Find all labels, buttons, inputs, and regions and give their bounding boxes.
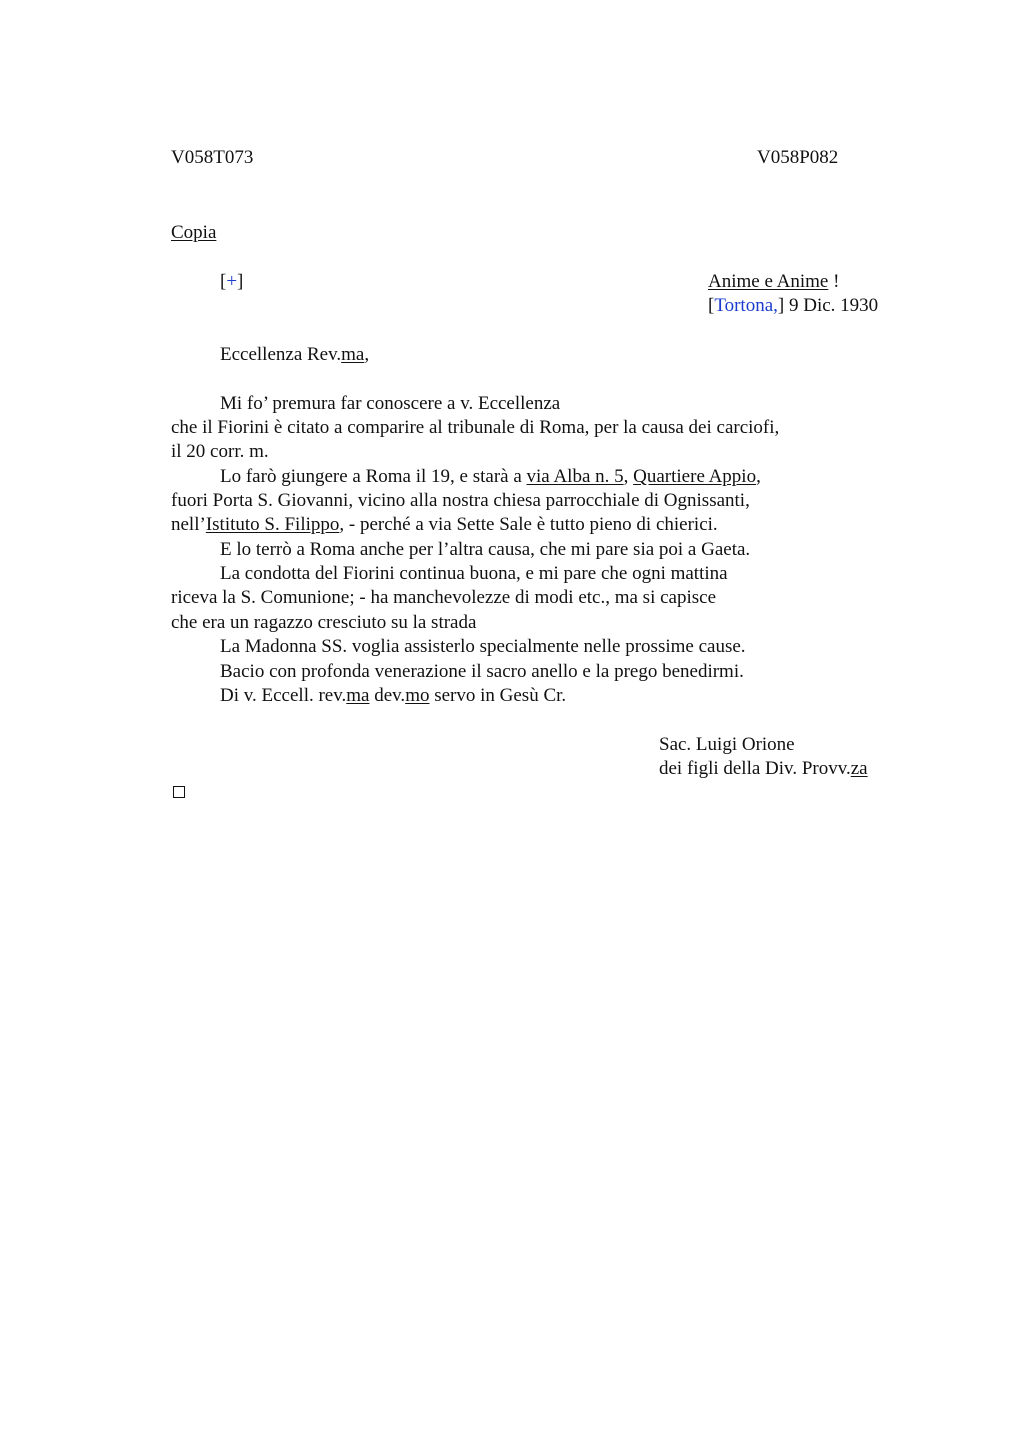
motto-text: Anime e Anime bbox=[708, 271, 829, 292]
cross-mark bbox=[220, 270, 243, 294]
motto bbox=[708, 270, 839, 294]
place-name: Tortona, bbox=[714, 295, 778, 316]
document-code-right: V058P082 bbox=[757, 147, 839, 168]
signature-org bbox=[659, 757, 868, 781]
body-line-13 bbox=[220, 684, 566, 708]
motto-exclaim: ! bbox=[833, 271, 840, 292]
body-line-6-a: nell’ bbox=[171, 514, 206, 535]
body-line-6 bbox=[171, 513, 718, 537]
body-line-4-a: Lo farò giungere a Roma il 19, e starà a bbox=[220, 466, 527, 487]
salutation-comma: , bbox=[364, 344, 370, 365]
copy-label: Copia bbox=[171, 222, 217, 243]
body-line-7: E lo terrò a Roma anche per l’altra causa, che mi pare sia poi a Gaeta. bbox=[220, 539, 751, 560]
body-line-4 bbox=[220, 465, 761, 489]
cross-close: ] bbox=[237, 271, 244, 292]
abbrev-mo: mo bbox=[405, 685, 430, 706]
body-line-5: fuori Porta S. Giovanni, vicino alla nostra chiesa parrocchiale di Ognissanti, bbox=[171, 490, 750, 511]
document-code-left: V058T073 bbox=[171, 147, 254, 168]
place-close: ] bbox=[777, 295, 785, 316]
cross-icon: + bbox=[226, 271, 238, 292]
place-open: [ bbox=[708, 295, 715, 316]
body-line-8: La condotta del Fiorini continua buona, e mi pare che ogni mattina bbox=[220, 563, 728, 584]
body-line-10: che era un ragazzo cresciuto su la strada bbox=[171, 612, 477, 633]
place-date bbox=[708, 294, 878, 318]
body-line-12: Bacio con profonda venerazione il sacro anello e la prego benedirmi. bbox=[220, 661, 744, 682]
institute-name: Istituto S. Filippo bbox=[205, 514, 340, 535]
abbrev-ma: ma bbox=[346, 685, 370, 706]
signature-org-text: dei figli della Div. Provv. bbox=[659, 758, 851, 779]
letter-date: 9 Dic. 1930 bbox=[784, 295, 879, 316]
body-line-13-c: dev. bbox=[369, 685, 406, 706]
signature-name: Sac. Luigi Orione bbox=[659, 734, 795, 755]
end-mark-icon bbox=[173, 786, 185, 798]
address-street: via Alba n. 5 bbox=[526, 466, 624, 487]
address-district: Quartiere Appio bbox=[633, 466, 757, 487]
cross-open: [ bbox=[220, 271, 227, 292]
body-line-6-c: , - perché a via Sette Sale è tutto pieno di chierici. bbox=[339, 514, 718, 535]
salutation bbox=[220, 343, 369, 367]
body-line-13-e: servo in Gesù Cr. bbox=[429, 685, 567, 706]
body-line-11: La Madonna SS. voglia assisterlo specialmente nelle prossime cause. bbox=[220, 636, 746, 657]
salutation-abbrev: ma bbox=[341, 344, 365, 365]
body-line-1: Mi fo’ premura far conoscere a v. Eccellenza bbox=[220, 393, 561, 414]
body-line-13-a: Di v. Eccell. rev. bbox=[220, 685, 347, 706]
body-line-3: il 20 corr. m. bbox=[171, 441, 269, 462]
body-line-4-c: , bbox=[623, 466, 634, 487]
body-line-9: riceva la S. Comunione; - ha manchevolezze di modi etc., ma si capisce bbox=[171, 587, 716, 608]
body-line-2: che il Fiorini è citato a comparire al tribunale di Roma, per la causa dei carciofi, bbox=[171, 417, 780, 438]
signature-org-abbrev: za bbox=[850, 758, 868, 779]
salutation-text: Eccellenza Rev. bbox=[220, 344, 342, 365]
body-line-4-e: , bbox=[756, 466, 761, 487]
